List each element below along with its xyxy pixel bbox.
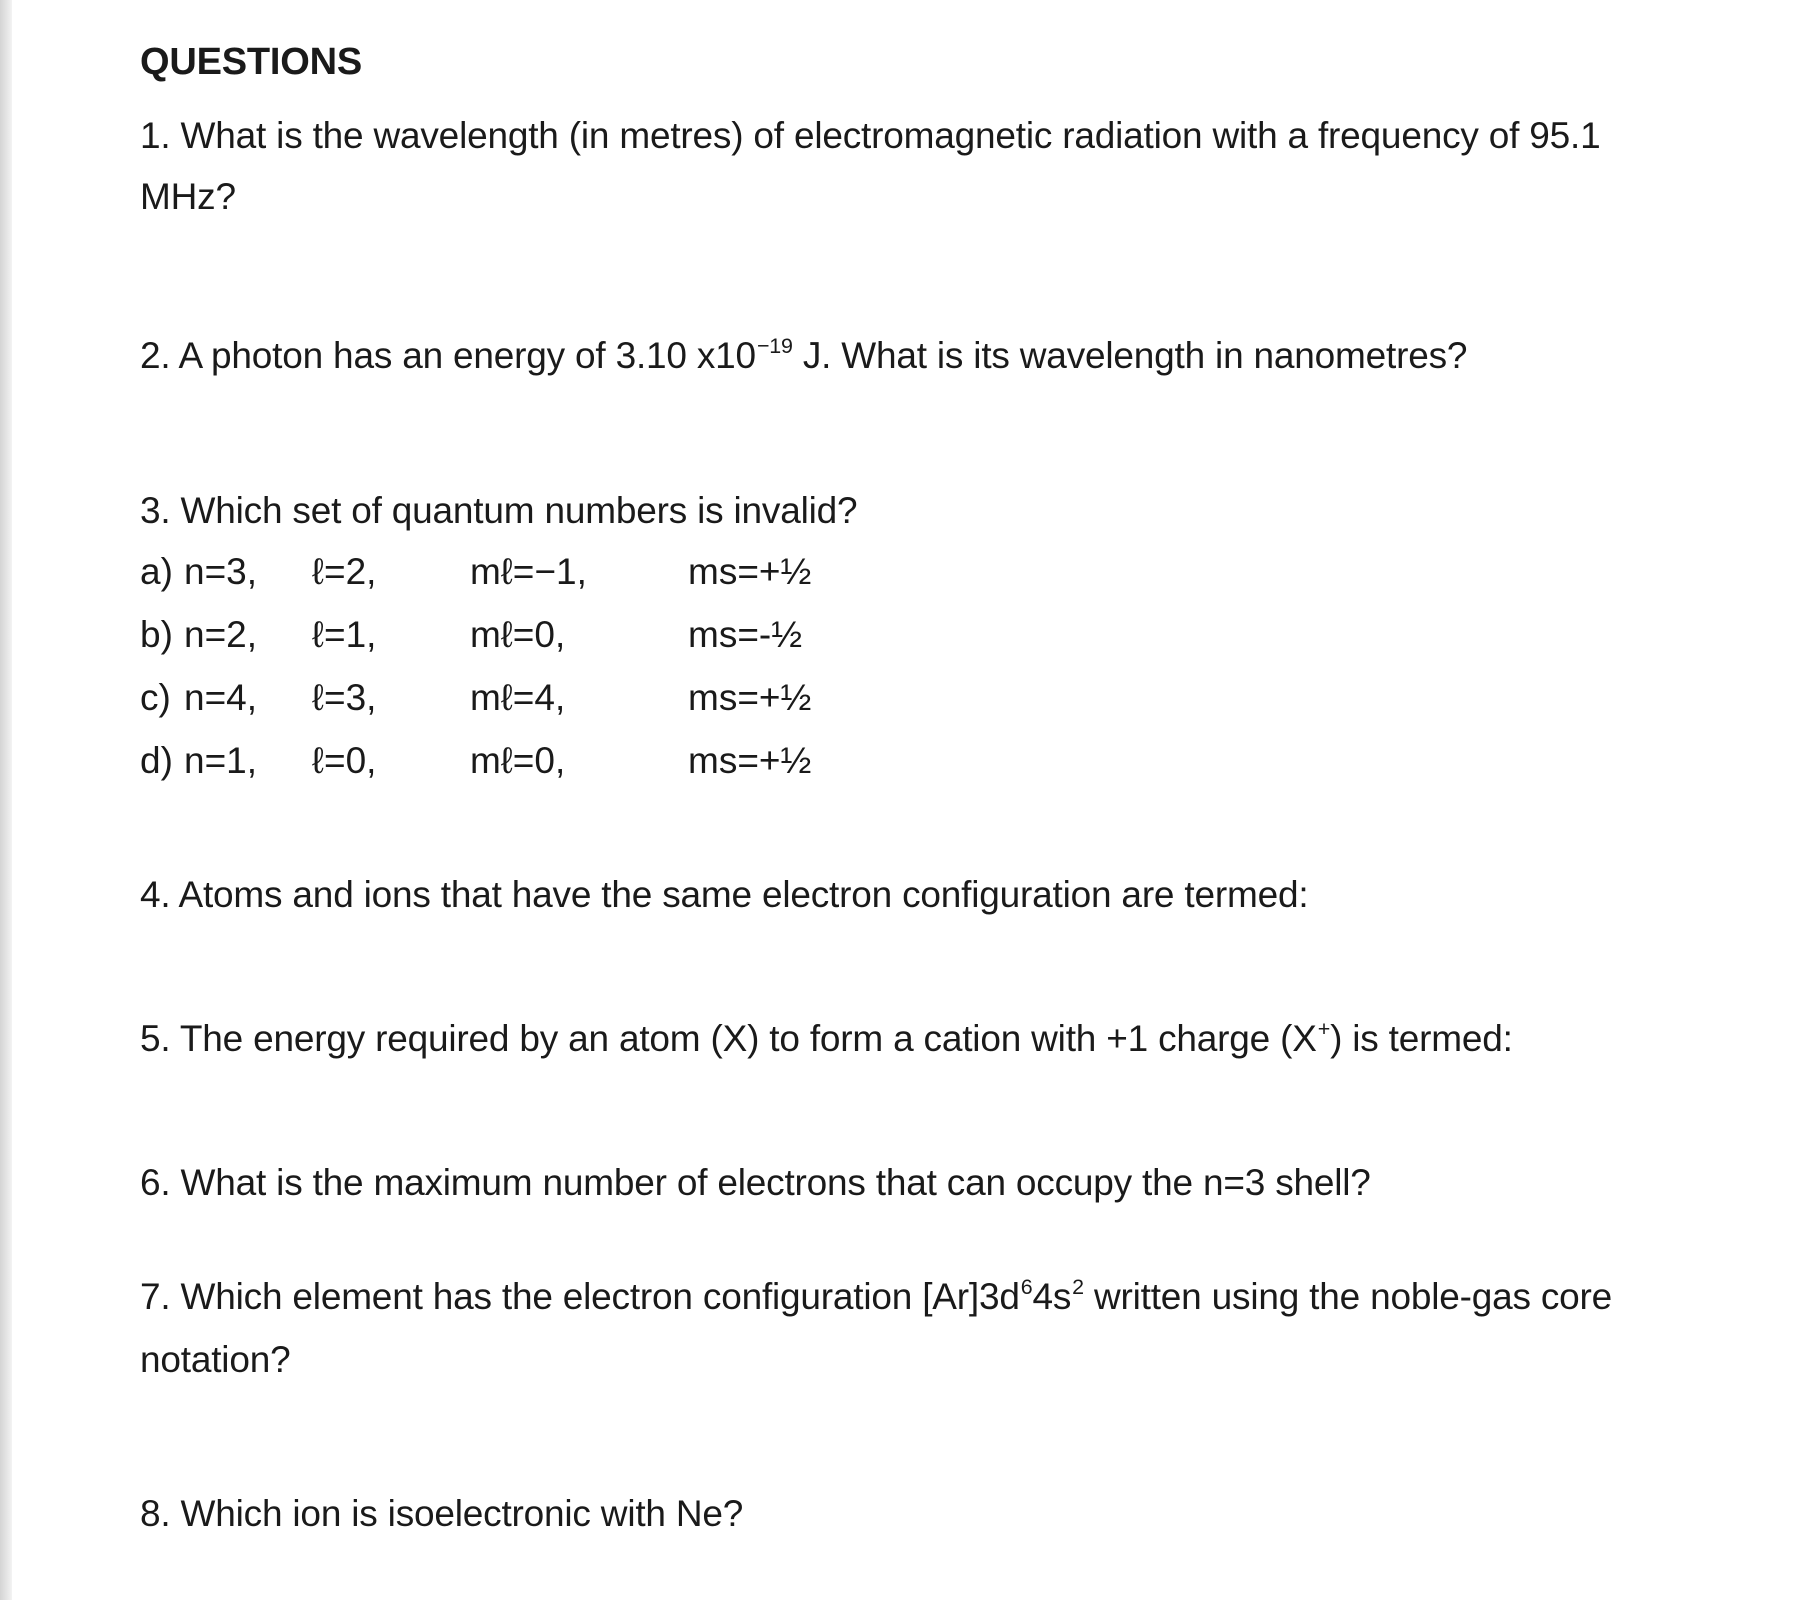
question-2-text: 2. A photon has an energy of 3.10 x10 xyxy=(140,335,756,376)
option-l: ℓ=3, xyxy=(312,677,377,718)
option-n: n=2, xyxy=(184,614,258,655)
option-b xyxy=(140,613,1040,657)
question-2-text-end: J. What is its wavelength in nanometres? xyxy=(792,335,1468,376)
option-label: b) xyxy=(140,614,173,655)
option-ms: ms=+½ xyxy=(688,677,812,718)
option-ms: ms=+½ xyxy=(688,551,812,592)
option-a xyxy=(140,550,1040,594)
question-8: 8. Which ion is isoelectronic with Ne? xyxy=(140,1493,744,1534)
option-n: n=4, xyxy=(184,677,258,718)
question-7-line-2: notation? xyxy=(140,1339,291,1380)
option-label: a) xyxy=(140,551,173,592)
question-5-text-end: ) is termed: xyxy=(1330,1018,1513,1059)
question-7-sup-s: 2 xyxy=(1072,1274,1084,1299)
question-7-text: 7. Which element has the electron configuration [Ar]3d xyxy=(140,1276,1020,1317)
option-ml: mℓ=0, xyxy=(470,740,566,781)
option-n: n=1, xyxy=(184,740,258,781)
option-ms: ms=-½ xyxy=(688,614,803,655)
question-7-orbital: 4s xyxy=(1032,1276,1072,1317)
option-l: ℓ=1, xyxy=(312,614,377,655)
option-l: ℓ=0, xyxy=(312,740,377,781)
question-6: 6. What is the maximum number of electrons that can occupy the n=3 shell? xyxy=(140,1162,1371,1203)
question-7-line-1 xyxy=(140,1275,1612,1319)
option-ml: mℓ=4, xyxy=(470,677,566,718)
question-2 xyxy=(140,334,1467,378)
question-7-text-end: written using the noble-gas core xyxy=(1083,1276,1613,1317)
option-ml: mℓ=−1, xyxy=(470,551,587,592)
option-d xyxy=(140,739,1040,783)
option-l: ℓ=2, xyxy=(312,551,377,592)
option-n: n=3, xyxy=(184,551,258,592)
question-2-exponent: −19 xyxy=(756,333,793,358)
option-ms: ms=+½ xyxy=(688,740,812,781)
option-label: d) xyxy=(140,740,173,781)
question-1-line-1: 1. What is the wavelength (in metres) of electromagnetic radiation with a frequency of 95.1 xyxy=(140,115,1601,156)
question-4: 4. Atoms and ions that have the same electron configuration are termed: xyxy=(140,874,1309,915)
question-7-sup-d: 6 xyxy=(1020,1274,1033,1299)
option-label: c) xyxy=(140,677,171,718)
question-5-text: 5. The energy required by an atom (X) to form a cation with +1 charge (X xyxy=(140,1018,1317,1059)
option-ml: mℓ=0, xyxy=(470,614,566,655)
question-3: 3. Which set of quantum numbers is invalid? xyxy=(140,490,858,531)
page-title: QUESTIONS xyxy=(140,41,363,83)
option-c xyxy=(140,676,1040,720)
question-1-line-2: MHz? xyxy=(140,176,236,217)
question-5-charge: + xyxy=(1317,1016,1331,1041)
question-5 xyxy=(140,1017,1513,1061)
